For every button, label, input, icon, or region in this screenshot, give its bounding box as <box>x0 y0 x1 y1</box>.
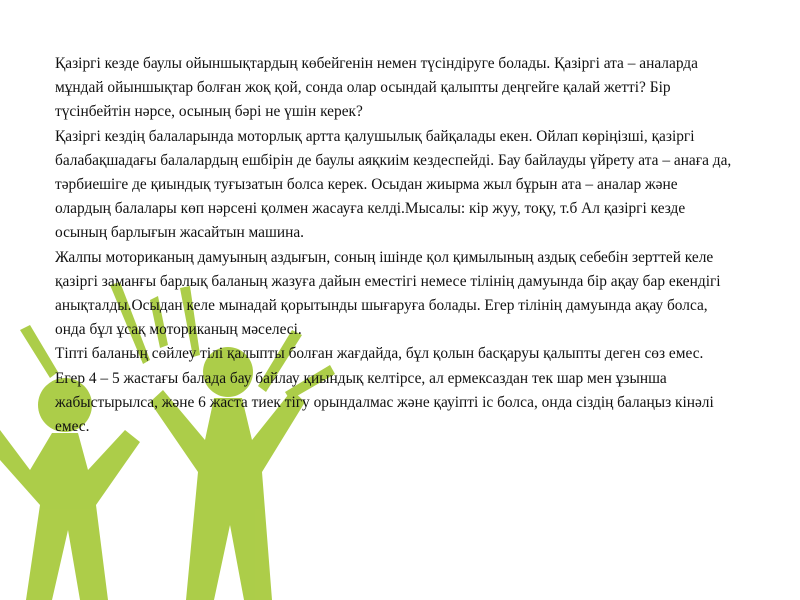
paragraph: Жалпы моториканың дамуының аздығын, соның ішінде қол қимылының аздық себебін зерттей келе қазіргі заманғы барлық баланың жазуға дайын еместігі немесе тілінің дамуында бір ақау бар екендігі анықталды.Осыдан келе мынадай қорытынды шығаруға болады. Егер тілінің дамуында ақау болса, онда бұл ұсақ моториканың мәселесі. <box>55 248 721 339</box>
paragraph: Қазіргі кездің балаларында моторлық артта қалушылық байқалады екен. Ойлап көріңізші, қазіргі балабақшадағы балалардың ешбірін де баулы аяқкиім кездеспейді. Бау байлауды үйрету ата – анаға да, тәрбиешіге де қиындық туғызатын болса керек. Осыдан жиырма жыл бұрын ата – аналар және олардың балалары көп нәрсені қолмен жасауға келді.Мысалы: кір жуу, тоқу, т.б Ал қазіргі кезде осының барлығын жасайтын машина. <box>55 127 732 242</box>
paragraph: Қазіргі кезде баулы ойыншықтардың көбейгенін немен түсіндіруге болады. Қазіргі ата – аналарда мұндай ойыншықтар болған жоқ қой, сонда олар осындай қалыпты деңгейге қалай жетті? Бір түсінбейтін нәрсе, осының бәрі не үшін керек? <box>55 55 698 121</box>
ray-5 <box>20 325 58 378</box>
paragraph: Тіпті баланың сөйлеу тілі қалыпты болған жағдайда, бұл қолын басқаруы қалыпты деген сөз емес. Егер 4 – 5 жастағы балада бау байлау қиындық келтірсе, ал ермексаздан тек шар мен ұзынша жабыстырылса, және 6 жаста тиек тігу орындалмас және қауіпті іс болса, онда сіздің балаңыз кінәлі емес. <box>55 345 714 436</box>
article-text <box>55 52 735 439</box>
left-figure-body <box>0 430 140 600</box>
